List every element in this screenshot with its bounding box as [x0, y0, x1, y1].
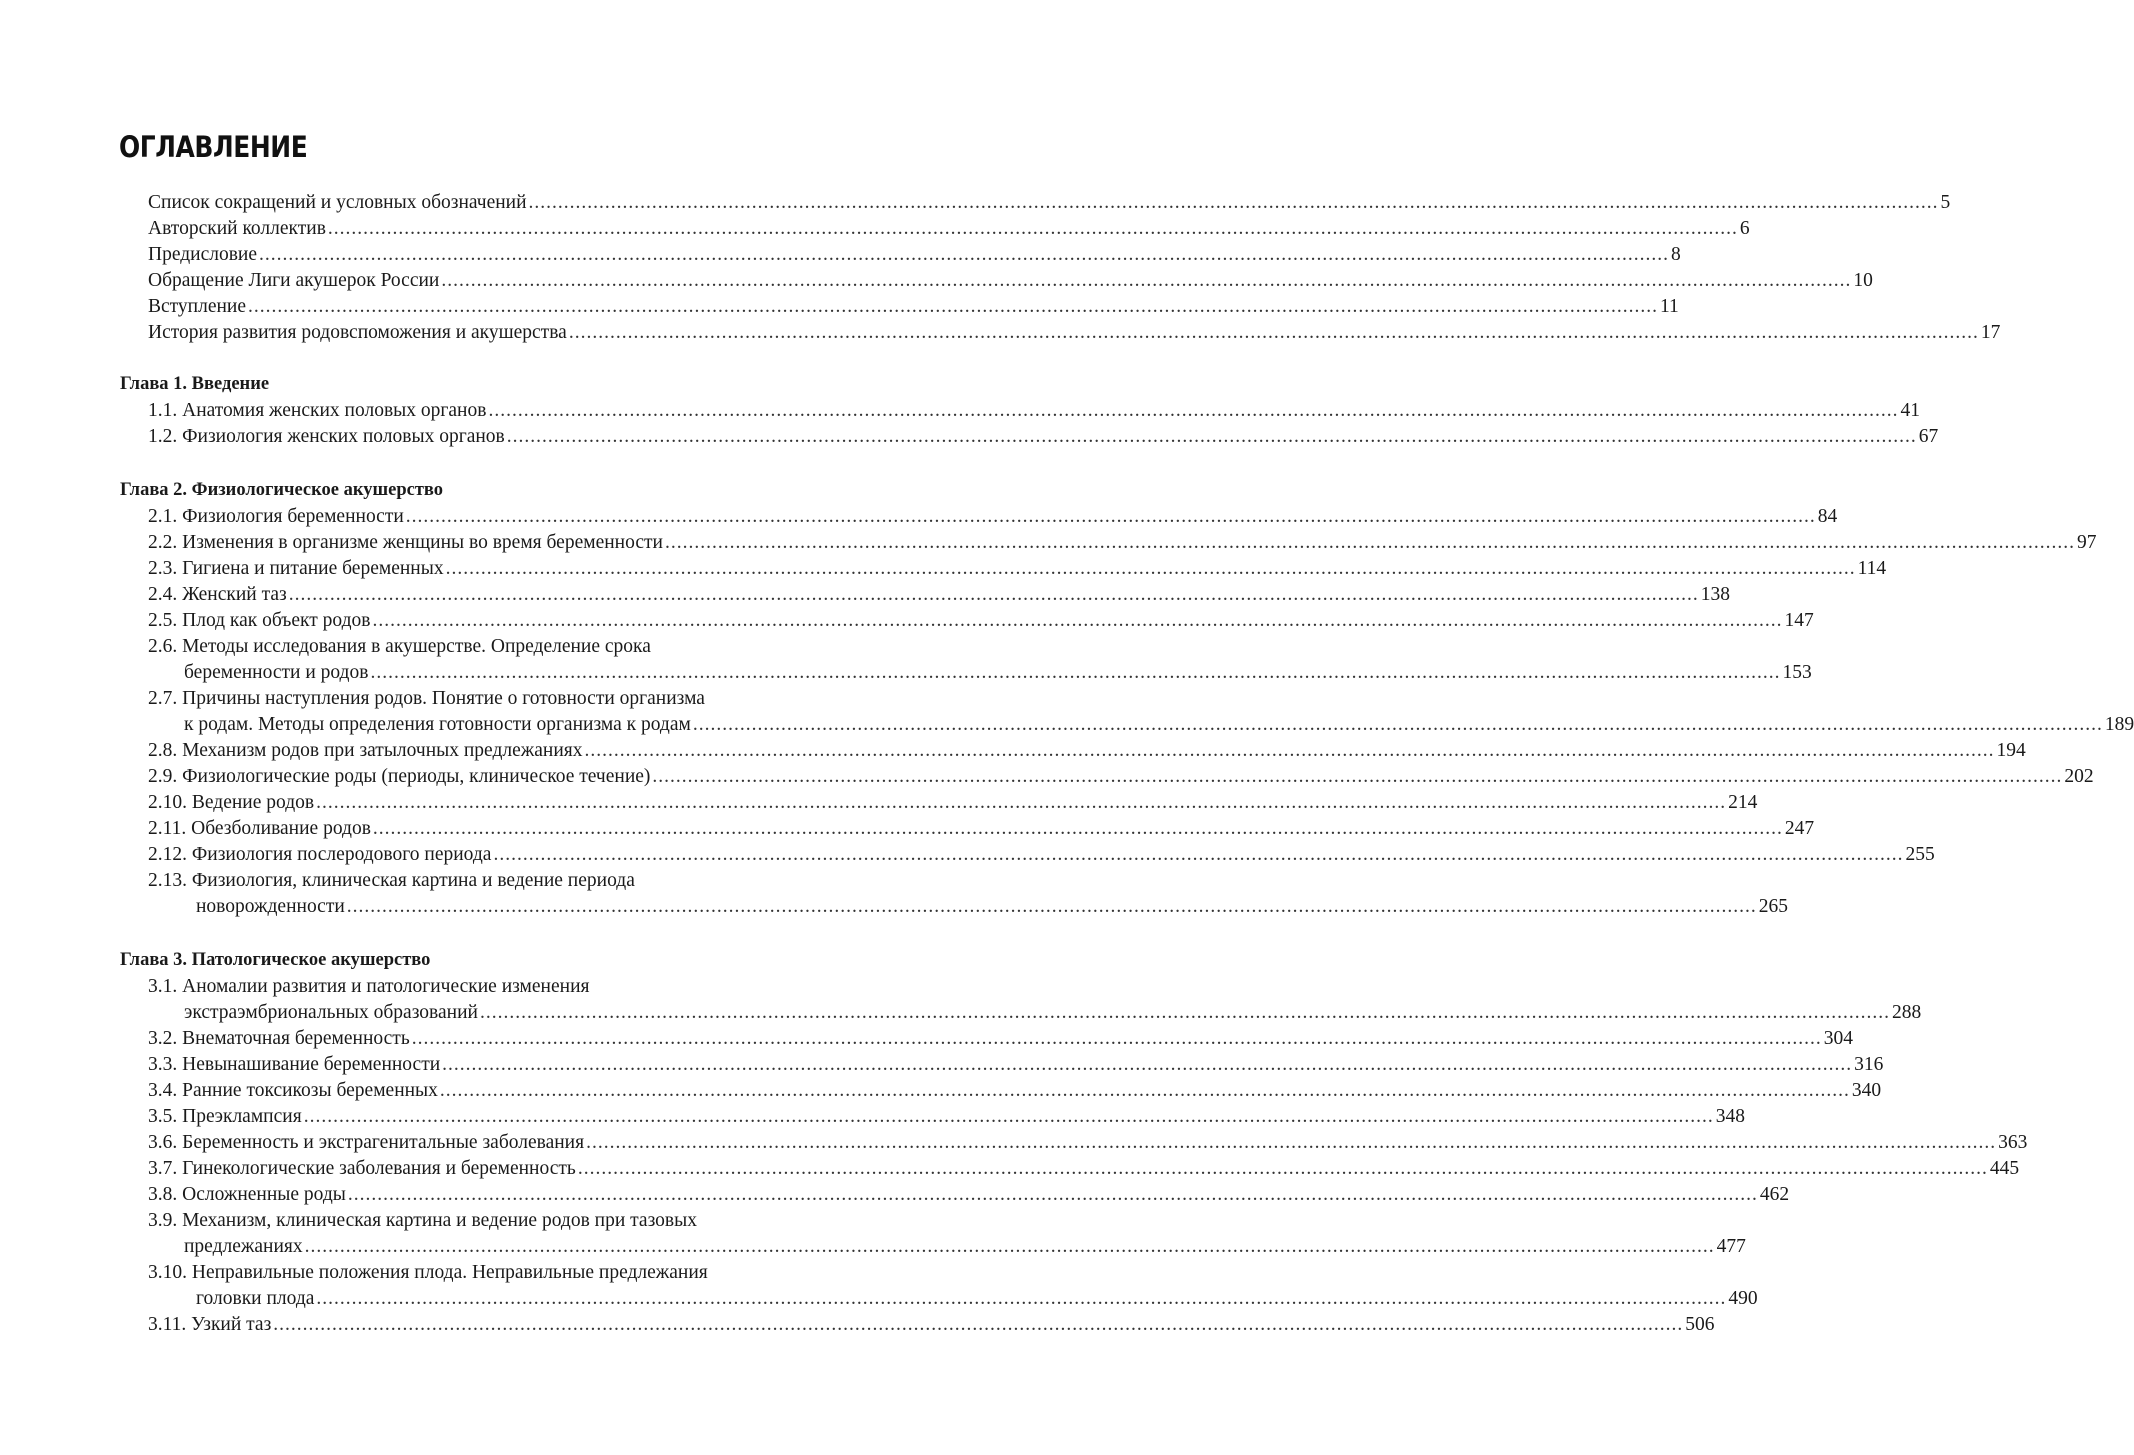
entry-title: Предисловие	[148, 244, 258, 265]
page-number: 153	[1782, 662, 1812, 683]
entry-number: 2.3.	[148, 558, 183, 579]
toc-entry[interactable]	[0, 1026, 1853, 1052]
toc-entry[interactable]	[0, 738, 2026, 764]
toc-entry[interactable]	[0, 582, 1730, 608]
page-number: 10	[1853, 270, 1873, 291]
entry-title: Ведение родов	[191, 792, 315, 813]
dot-leader	[370, 660, 1780, 686]
toc-entry[interactable]	[0, 712, 2134, 738]
entry-title: Механизм родов при затылочных предлежаниях	[182, 740, 583, 761]
toc-entry[interactable]	[0, 764, 2094, 790]
page-number: 17	[1980, 322, 2001, 343]
dot-leader	[693, 712, 2103, 738]
entry-title: беременности и родов	[184, 662, 369, 683]
toc-entry[interactable]	[0, 1156, 2020, 1182]
dot-leader	[328, 216, 1738, 242]
dot-leader	[442, 1052, 1852, 1078]
entry-title: Женский таз	[182, 584, 287, 605]
toc-entry[interactable]	[0, 816, 1815, 842]
toc-entry-line[interactable]	[0, 634, 1000, 660]
toc-entry[interactable]	[0, 1286, 1758, 1312]
entry-title: Список сокращений и условных обозначений	[148, 192, 527, 213]
dot-leader	[316, 1286, 1726, 1312]
toc-entry[interactable]	[0, 294, 1679, 320]
entry-title: История развития родовспоможения и акушерства	[148, 322, 567, 343]
toc-entry[interactable]	[0, 842, 1935, 868]
chapter-heading: Глава 2. Физиологическое акушерство	[120, 480, 444, 500]
page-number: 8	[1671, 244, 1681, 265]
page-number: 138	[1700, 584, 1730, 605]
dot-leader	[372, 608, 1782, 634]
page-number: 67	[1918, 426, 1939, 447]
toc-entry-line[interactable]	[0, 974, 1000, 1000]
toc-entry[interactable]	[0, 504, 1838, 530]
entry-number: 2.4.	[148, 584, 183, 605]
dot-leader	[347, 894, 1757, 920]
page-number: 41	[1900, 400, 1920, 421]
page-number: 506	[1685, 1314, 1715, 1335]
entry-title: Физиология послеродового периода	[191, 844, 492, 865]
entry-number: 3.7.	[148, 1158, 183, 1179]
dot-leader	[412, 1026, 1822, 1052]
toc-entry-line[interactable]	[0, 1260, 1000, 1286]
page-number: 316	[1854, 1054, 1884, 1075]
page-number: 288	[1891, 1002, 1922, 1023]
entry-title: Физиология женских половых органов	[182, 426, 505, 447]
toc-entry[interactable]	[0, 790, 1758, 816]
entry-title: предлежаниях	[184, 1236, 303, 1257]
entry-number: 3.5.	[148, 1106, 183, 1127]
entry-number: 2.13.	[148, 870, 192, 891]
entry-number: 3.3.	[148, 1054, 183, 1075]
entry-number: 3.10.	[148, 1262, 192, 1283]
entry-title: Обезболивание родов	[191, 818, 371, 839]
dot-leader	[578, 1156, 1988, 1182]
page-number: 255	[1905, 844, 1935, 865]
toc-entry[interactable]	[0, 1312, 1715, 1338]
entry-number: 1.1.	[148, 400, 183, 421]
entry-title: Плод как объект родов	[182, 610, 371, 631]
dot-leader	[406, 504, 1816, 530]
toc-entry[interactable]	[0, 398, 1920, 424]
dot-leader	[348, 1182, 1758, 1208]
entry-title: Аномалии развития и патологические изменения	[182, 976, 590, 997]
spacer	[0, 920, 1000, 946]
page-number: 348	[1715, 1106, 1745, 1127]
toc-entry[interactable]	[0, 1182, 1790, 1208]
dot-leader	[440, 1078, 1850, 1104]
dot-leader	[569, 320, 1979, 346]
page-number: 214	[1728, 792, 1758, 813]
page-number: 11	[1660, 296, 1679, 317]
dot-leader	[529, 190, 1939, 216]
table-of-contents	[0, 190, 2134, 1338]
page-number: 194	[1996, 740, 2026, 761]
dot-leader	[493, 842, 1903, 868]
toc-entry[interactable]	[0, 216, 1750, 242]
dot-leader	[304, 1104, 1714, 1130]
entry-title: Механизм, клиническая картина и ведение родов при тазовых	[182, 1210, 697, 1231]
dot-leader	[441, 268, 1851, 294]
spacer	[0, 450, 1000, 476]
entry-title: Преэклампсия	[182, 1106, 302, 1127]
page-number: 477	[1716, 1236, 1746, 1257]
entry-number: 2.8.	[148, 740, 183, 761]
page-number: 84	[1817, 506, 1838, 527]
entry-number: 2.10.	[148, 792, 192, 813]
entry-title: Анатомия женских половых органов	[182, 400, 487, 421]
entry-title: Методы исследования в акушерстве. Определение срока	[182, 636, 651, 657]
page-number: 490	[1728, 1288, 1758, 1309]
dot-leader	[652, 764, 2062, 790]
dot-leader	[507, 424, 1917, 450]
dot-leader	[446, 556, 1856, 582]
entry-title: Физиология, клиническая картина и ведение периода	[191, 870, 635, 891]
dot-leader	[586, 1130, 1996, 1156]
entry-number: 2.11.	[148, 818, 192, 839]
chapter-heading: Глава 1. Введение	[120, 374, 270, 394]
toc-entry[interactable]	[0, 268, 1873, 294]
entry-number: 2.5.	[148, 610, 183, 631]
toc-entry[interactable]	[0, 608, 1814, 634]
entry-title: Ранние токсикозы беременных	[182, 1080, 438, 1101]
toc-entry[interactable]	[0, 1130, 2028, 1156]
page-number: 265	[1758, 896, 1789, 917]
toc-entry[interactable]	[0, 190, 1951, 216]
entry-title: Причины наступления родов. Понятие о готовности организма	[182, 688, 705, 709]
page-number: 5	[1940, 192, 1951, 213]
toc-entry[interactable]	[0, 530, 2097, 556]
dot-leader	[316, 790, 1726, 816]
dot-leader	[305, 1234, 1715, 1260]
entry-title: Внематочная беременность	[182, 1028, 410, 1049]
entry-title: к родам. Методы определения готовности организма к родам	[184, 714, 691, 735]
entry-number: 3.6.	[148, 1132, 183, 1153]
toc-entry-line[interactable]	[0, 1208, 1000, 1234]
entry-title: Невынашивание беременности	[182, 1054, 441, 1075]
page-number: 97	[2076, 532, 2097, 553]
entry-title: Гигиена и питание беременных	[182, 558, 444, 579]
page-number: 247	[1784, 818, 1815, 839]
dot-leader	[373, 816, 1783, 842]
dot-leader	[480, 1000, 1890, 1026]
entry-title: Физиологические роды (периоды, клиническое течение)	[182, 766, 651, 787]
dot-leader	[665, 530, 2075, 556]
entry-number: 2.7.	[148, 688, 183, 709]
dot-leader	[289, 582, 1699, 608]
toc-entry[interactable]	[0, 424, 1939, 450]
entry-title: Авторский коллектив	[148, 218, 326, 239]
entry-title: Изменения в организме женщины во время беременности	[182, 532, 663, 553]
entry-title: Обращение Лиги акушерок России	[148, 270, 440, 291]
entry-number: 2.1.	[148, 506, 183, 527]
entry-title: Физиология беременности	[182, 506, 404, 527]
entry-number: 2.12.	[148, 844, 192, 865]
toc-entry[interactable]	[0, 1234, 1746, 1260]
toc-entry[interactable]	[0, 556, 1887, 582]
dot-leader	[584, 738, 1994, 764]
page-number: 114	[1857, 558, 1887, 579]
toc-entry[interactable]	[0, 242, 1681, 268]
page-number: 340	[1851, 1080, 1882, 1101]
entry-title: Вступление	[148, 296, 247, 317]
toc-entry-line[interactable]	[0, 686, 1000, 712]
dot-leader	[259, 242, 1669, 268]
page-number: 147	[1784, 610, 1814, 631]
entry-number: 2.6.	[148, 636, 183, 657]
entry-number: 3.1.	[148, 976, 183, 997]
dot-leader	[248, 294, 1658, 320]
dot-leader	[488, 398, 1898, 424]
entry-title: Неправильные положения плода. Неправильные предлежания	[191, 1262, 708, 1283]
entry-number: 2.9.	[148, 766, 183, 787]
entry-title: головки плода	[196, 1288, 315, 1309]
entry-number: 3.2.	[148, 1028, 183, 1049]
toc-entry[interactable]	[0, 660, 1812, 686]
page-number: 445	[1989, 1158, 2020, 1179]
entry-title: Гинекологические заболевания и беременность	[182, 1158, 576, 1179]
entry-number: 3.11.	[148, 1314, 192, 1335]
entry-number: 2.2.	[148, 532, 183, 553]
page-title: ОГЛАВЛЕНИЕ	[119, 130, 308, 164]
entry-number: 3.8.	[148, 1184, 183, 1205]
entry-title: экстраэмбриональных образований	[184, 1002, 478, 1023]
entry-number: 3.4.	[148, 1080, 183, 1101]
page-number: 189	[2104, 714, 2134, 735]
page-number: 6	[1739, 218, 1750, 239]
toc-entry[interactable]	[0, 320, 2001, 346]
page-number: 363	[1998, 1132, 2028, 1153]
page-number: 202	[2064, 766, 2094, 787]
chapter-heading: Глава 3. Патологическое акушерство	[120, 950, 431, 970]
entry-number: 3.9.	[148, 1210, 183, 1231]
toc-entry[interactable]	[0, 1078, 1882, 1104]
page-number: 304	[1823, 1028, 1853, 1049]
entry-title: Беременность и экстрагенитальные заболевания	[182, 1132, 585, 1153]
spacer	[0, 346, 1000, 370]
page-number: 462	[1759, 1184, 1790, 1205]
entry-title: Осложненные роды	[182, 1184, 346, 1205]
toc-entry[interactable]	[0, 1000, 1922, 1026]
entry-number: 1.2.	[148, 426, 183, 447]
toc-entry[interactable]	[0, 894, 1789, 920]
toc-entry-line[interactable]	[0, 868, 1000, 894]
toc-entry[interactable]	[0, 1104, 1745, 1130]
entry-title: новорожденности	[196, 896, 345, 917]
dot-leader	[273, 1312, 1683, 1338]
toc-entry[interactable]	[0, 1052, 1884, 1078]
entry-title: Узкий таз	[191, 1314, 272, 1335]
